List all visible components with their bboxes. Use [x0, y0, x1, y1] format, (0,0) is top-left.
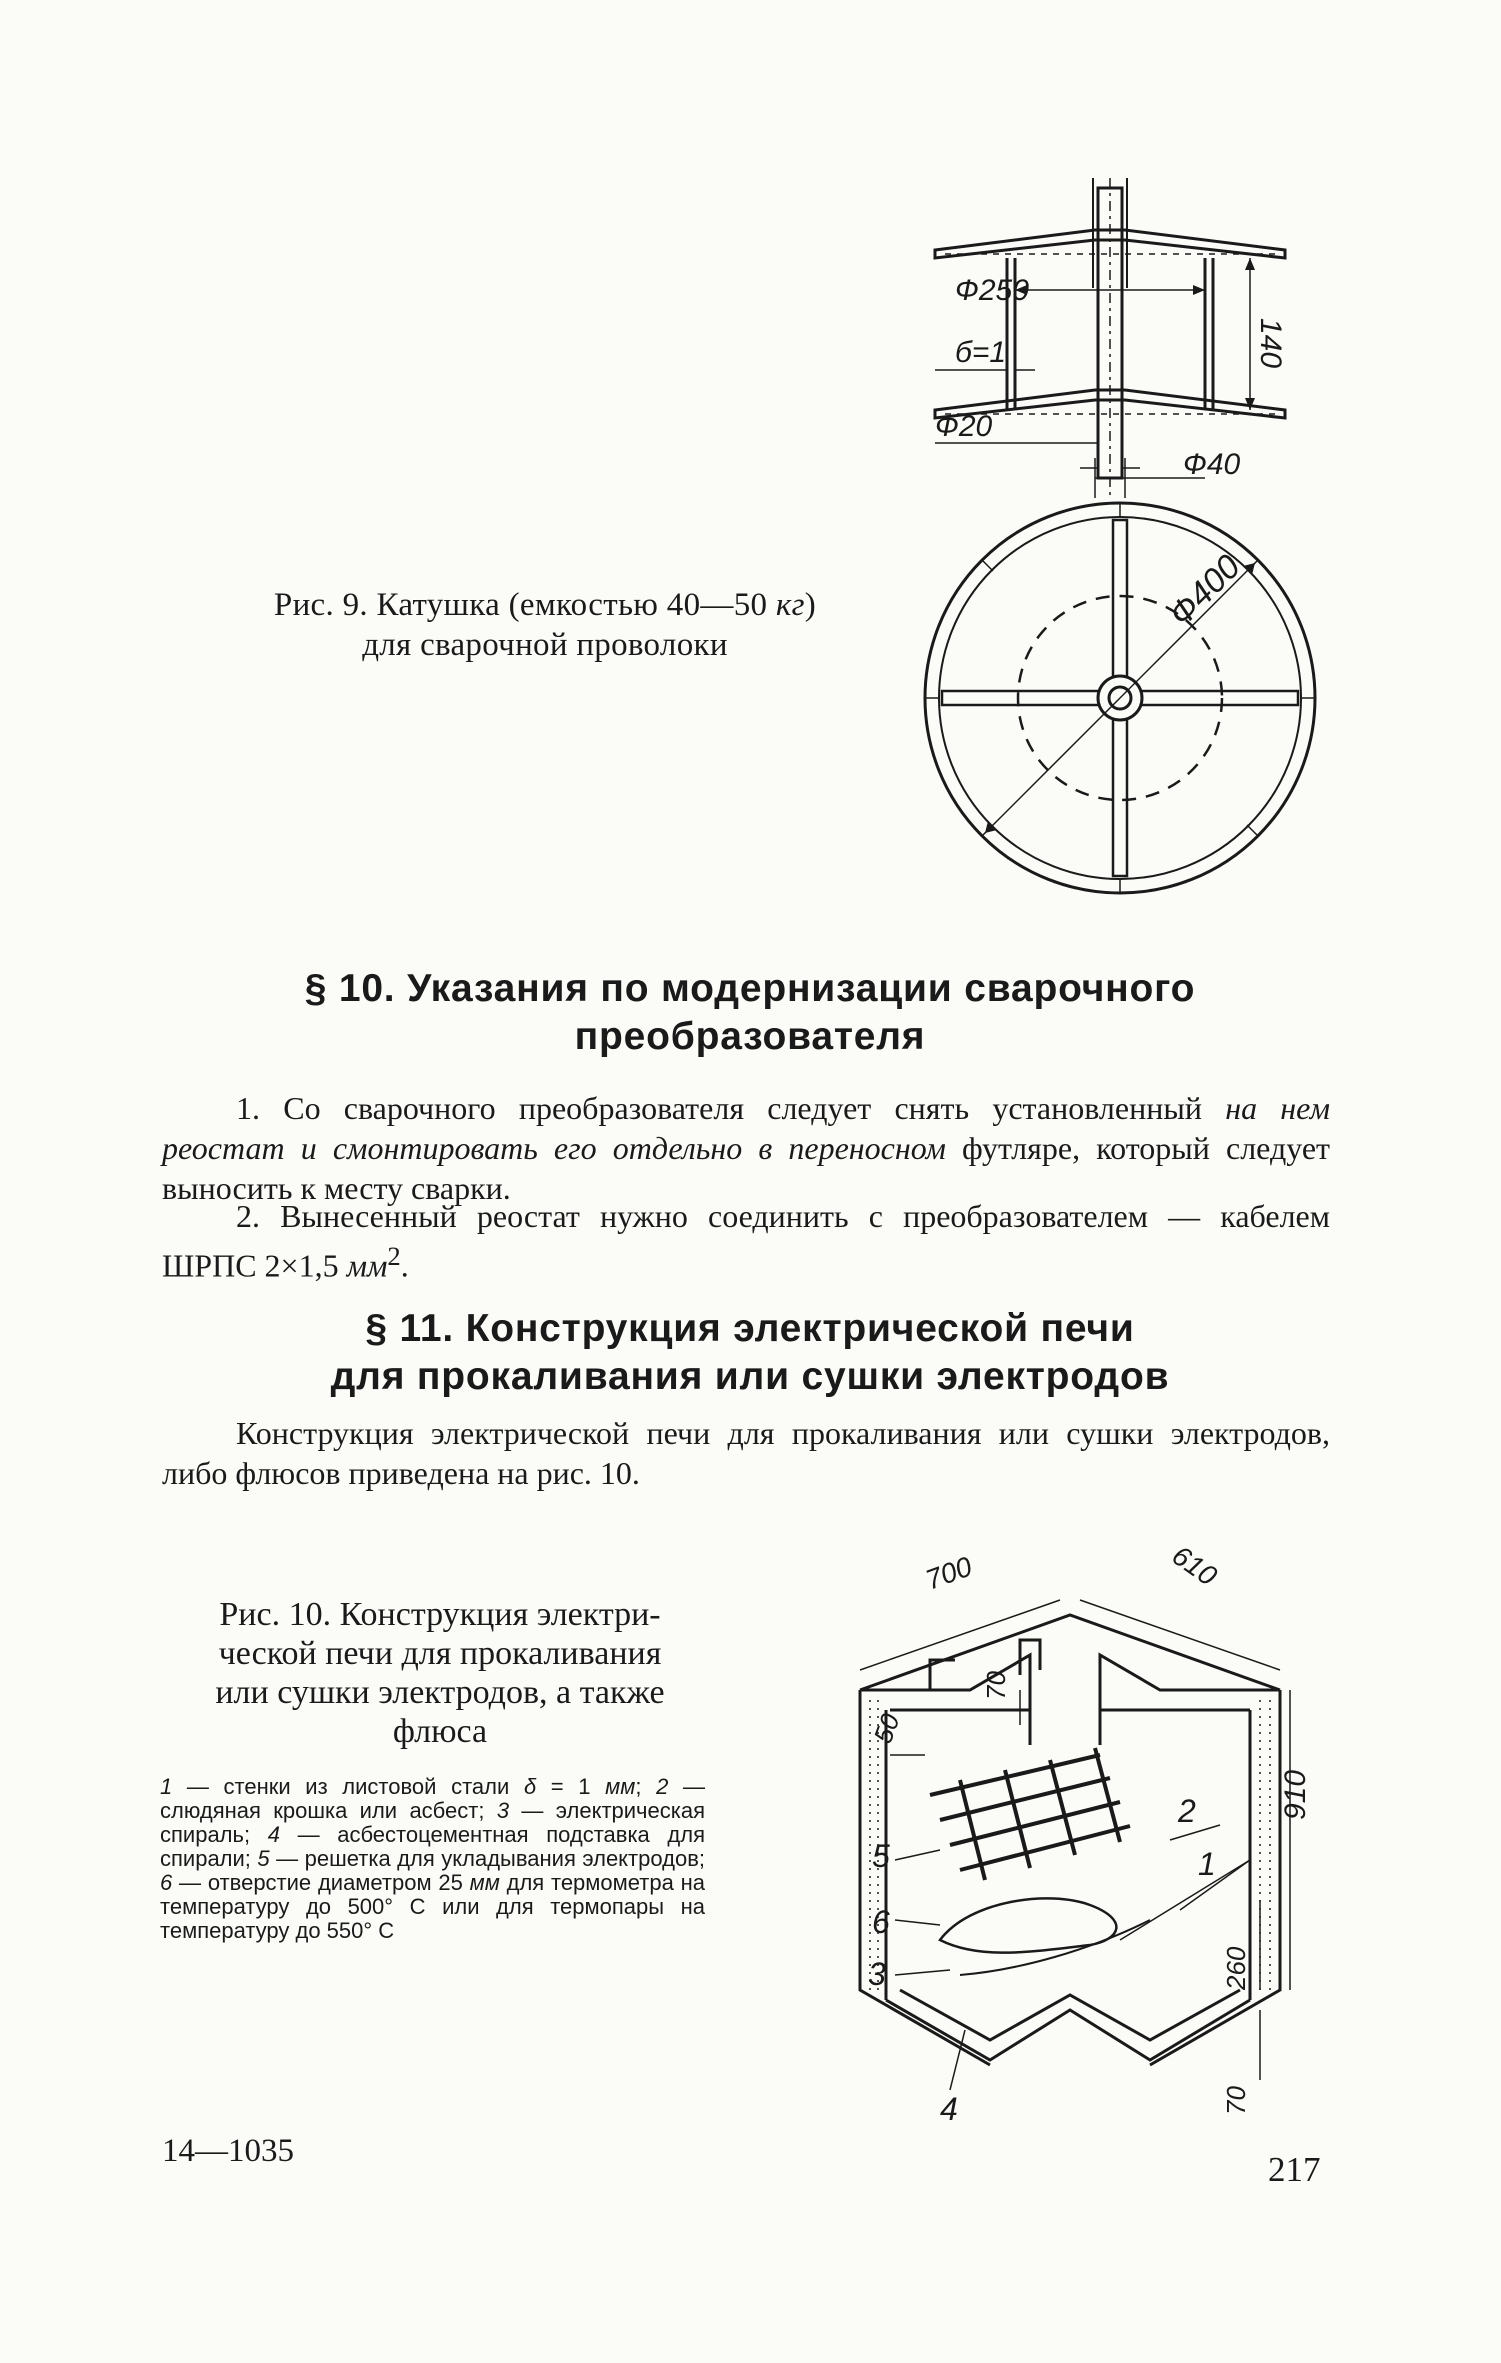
- section-10-paragraph-2: 2. Вынесенный реостат нужно соединить с преобразователем — кабелем ШРПС 2×1,5 $мм^2$.: [162, 1198, 1330, 1284]
- section-10-paragraph-1: 1. Со сварочного преобразователя следует снять установленный на нем реостат и смонтировать его отдельно в переносном футляре, который следует выносить к месту сварки.: [162, 1090, 1331, 1206]
- figure-9-caption: [195, 585, 895, 665]
- label-n4: 4: [940, 2091, 958, 2127]
- section-11-paragraph: Конструкция электрической печи для прокаливания или сушки электродов, либо флюсов приведена на рис. 10.: [162, 1415, 1330, 1491]
- label-dim70-top: 70: [981, 1671, 1011, 1700]
- figure-9-caption-unit: кг: [775, 587, 805, 623]
- section-10-heading-line1: § 10. Указания по модернизации сварочного: [304, 967, 1196, 1010]
- furnace-body: [860, 1600, 1290, 2090]
- label-delta: б=1: [955, 336, 1007, 369]
- figure-10-caption: Рис. 10. Конструкция электри- ческой печи для прокаливания или сушки электродов, а также флюса: [215, 1596, 665, 1750]
- figure-9-caption-suffix: ): [804, 587, 817, 623]
- label-n1: 1: [1198, 1846, 1216, 1882]
- figure-10-legend: 1 — стенки из листовой стали δ = 1 мм; 2 — слюдяная крошка или асбест; 3 — электрическая спираль; 4 — асбестоцементная подставка для спирали; 5 — решетка для укладывания электродов; 6 — отверстие диаметром 25 мм для термометра на температуру до 500° С или для термопары на температуру до 550° С: [160, 1774, 706, 1943]
- signature-mark: 14—1035: [162, 2133, 294, 2169]
- label-dim70-bottom: 70: [1221, 2086, 1251, 2115]
- section-11-heading: [160, 1305, 1340, 1401]
- label-dim910: 910: [1279, 1769, 1312, 1820]
- label-dim50: 50: [867, 1709, 906, 1748]
- label-d20: Ф20: [935, 410, 993, 443]
- section-11-heading-line2: для прокаливания или сушки электродов: [330, 1355, 1170, 1398]
- label-h140: 140: [1254, 318, 1287, 369]
- figure-9-caption-line2: для сварочной проволоки: [362, 627, 728, 663]
- label-d400: Ф400: [1161, 547, 1248, 634]
- section-10-paragraph-1-italic: на нем реостат и смонтировать его отдельно в переносном: [162, 1090, 1331, 1166]
- label-n5: 5: [872, 1838, 890, 1874]
- label-n2: 2: [1178, 1793, 1196, 1829]
- label-n3: 3: [868, 1956, 886, 1992]
- section-10-heading: [160, 965, 1340, 1061]
- section-10-unit: мм: [346, 1247, 388, 1284]
- label-dim700: 700: [921, 1550, 976, 1596]
- label-dim610: 610: [1166, 1539, 1223, 1592]
- figure-9-caption-prefix: Рис. 9. Катушка (емкостью 40—50: [273, 587, 776, 623]
- label-n6: 6: [872, 1904, 890, 1940]
- spool-front-view: [925, 503, 1315, 893]
- section-10-heading-line2: преобразователя: [574, 1015, 926, 1058]
- section-11-heading-line1: § 11. Конструкция электрической печи: [365, 1307, 1135, 1350]
- label-d250: Ф250: [955, 274, 1029, 307]
- figure-9-drawing: [915, 178, 1335, 918]
- label-d40: Ф40: [1183, 448, 1241, 481]
- label-dim260: 260: [1221, 1946, 1251, 1990]
- figure-10-drawing: [790, 1520, 1330, 2140]
- page-number: 217: [1268, 2150, 1321, 2189]
